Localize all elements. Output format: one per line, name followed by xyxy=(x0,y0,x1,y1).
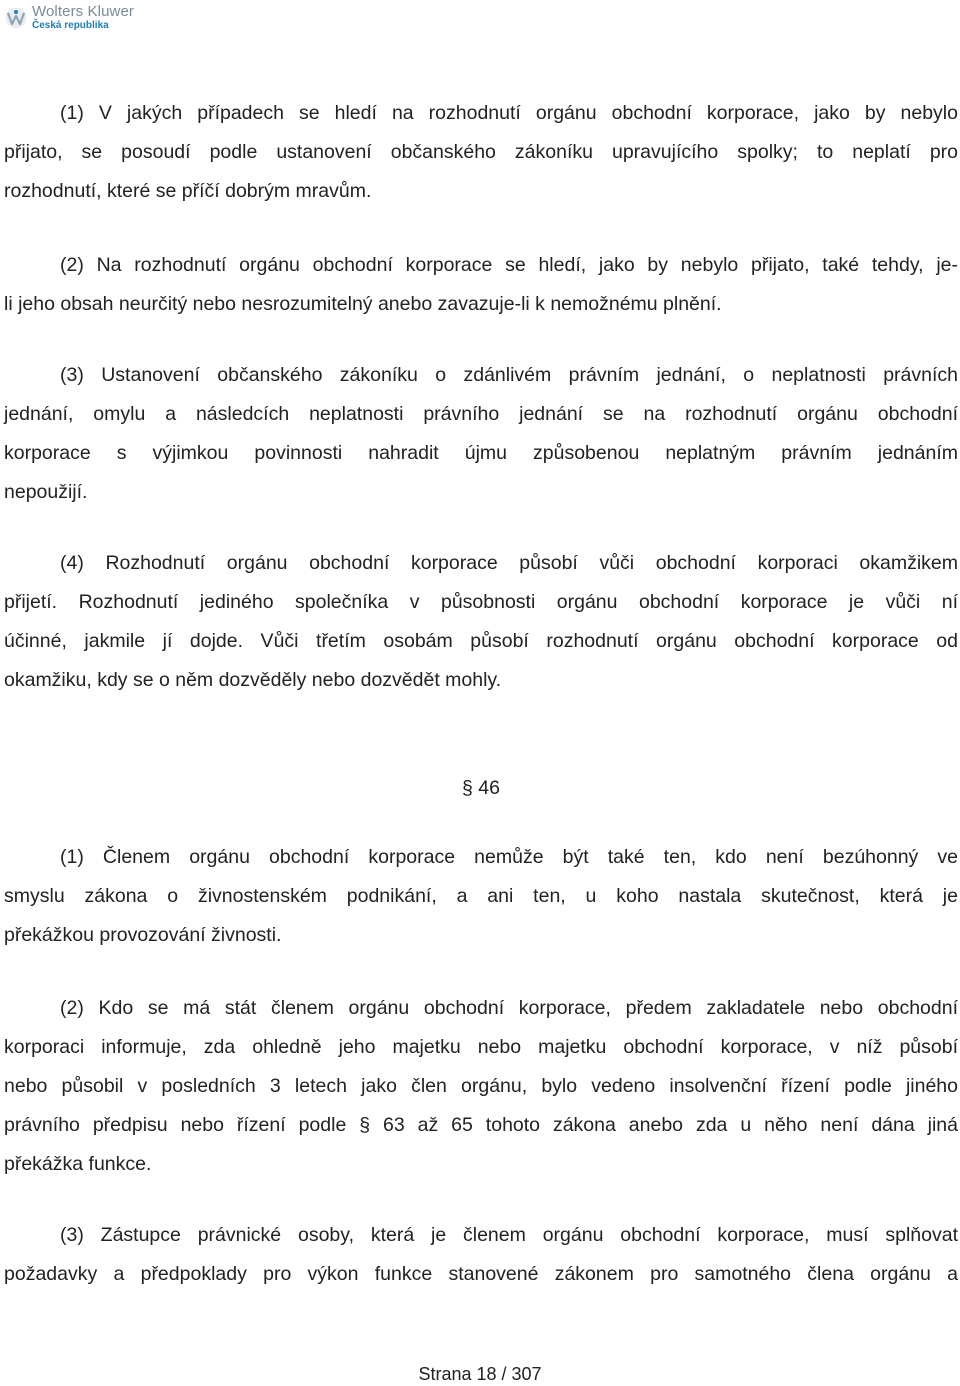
paragraph-4 xyxy=(4,544,958,700)
page-number: Strana 18 / 307 xyxy=(418,1364,542,1384)
paragraph-7 xyxy=(4,1216,958,1294)
text-line: (1) V jakých případech se hledí na rozhodnutí orgánu obchodní korporace, jako by nebylo xyxy=(60,102,958,124)
section-heading: § 46 xyxy=(462,777,500,799)
text-line: (2) Na rozhodnutí orgánu obchodní korporace se hledí, jako by nebylo přijato, také tehdy, je- xyxy=(60,254,958,276)
text-line: (3) Zástupce právnické osoby, která je členem orgánu obchodní korporace, musí splňovat xyxy=(60,1224,958,1246)
text-line: překážka funkce. xyxy=(4,1153,152,1175)
logo-name: Wolters Kluwer xyxy=(32,3,134,20)
text-line: (1) Členem orgánu obchodní korporace nemůže být také ten, kdo není bezúhonný ve xyxy=(60,846,958,868)
text-line: (3) Ustanovení občanského zákoníku o zdánlivém právním jednání, o neplatnosti právních xyxy=(60,364,958,386)
text-line: jednání, omylu a následcích neplatnosti právního jednání se na rozhodnutí orgánu obchodní xyxy=(4,403,958,425)
text-line: překážkou provozování živnosti. xyxy=(4,924,282,946)
text-line: právního předpisu nebo řízení podle § 63 až 65 tohoto zákona anebo zda u něho není dána jiná xyxy=(4,1114,958,1136)
paragraph-2 xyxy=(4,246,958,324)
paragraph-1 xyxy=(4,94,958,211)
text-line: okamžiku, kdy se o něm dozvěděly nebo dozvědět mohly. xyxy=(4,669,502,691)
logo-subtitle: Česká republika xyxy=(32,20,109,31)
wolters-kluwer-logo-icon xyxy=(5,7,27,29)
text-line: korporace s výjimkou povinnosti nahradit újmu způsobenou neplatným právním jednáním xyxy=(4,442,958,464)
paragraph-5 xyxy=(4,838,958,955)
paragraph-3 xyxy=(4,356,958,512)
text-line: korporaci informuje, zda ohledně jeho majetku nebo majetku obchodní korporace, v níž působí xyxy=(4,1036,958,1058)
text-line: účinné, jakmile jí dojde. Vůči třetím osobám působí rozhodnutí orgánu obchodní korporace od xyxy=(4,630,958,652)
paragraph-6 xyxy=(4,989,958,1184)
text-line: nepoužijí. xyxy=(4,481,88,503)
text-line: (4) Rozhodnutí orgánu obchodní korporace působí vůči obchodní korporaci okamžikem xyxy=(60,552,958,574)
text-line: přijetí. Rozhodnutí jediného společníka v působnosti orgánu obchodní korporace je vůči ní xyxy=(4,591,958,613)
text-line: smyslu zákona o živnostenském podnikání, a ani ten, u koho nastala skutečnost, která je xyxy=(4,885,958,907)
text-line: požadavky a předpoklady pro výkon funkce stanovené zákonem pro samotného člena orgánu a xyxy=(4,1263,958,1285)
publisher-logo xyxy=(5,4,134,31)
text-line: nebo působil v posledních 3 letech jako člen orgánu, bylo vedeno insolvenční řízení podle jiného xyxy=(4,1075,958,1097)
text-line: přijato, se posoudí podle ustanovení občanského zákoníku upravujícího spolky; to neplatí pro xyxy=(4,141,958,163)
text-line: (2) Kdo se má stát členem orgánu obchodní korporace, předem zakladatele nebo obchodní xyxy=(60,997,958,1019)
text-line: rozhodnutí, které se příčí dobrým mravům. xyxy=(4,180,372,202)
text-line: li jeho obsah neurčitý nebo nesrozumitelný anebo zavazuje-li k nemožnému plnění. xyxy=(4,293,722,315)
